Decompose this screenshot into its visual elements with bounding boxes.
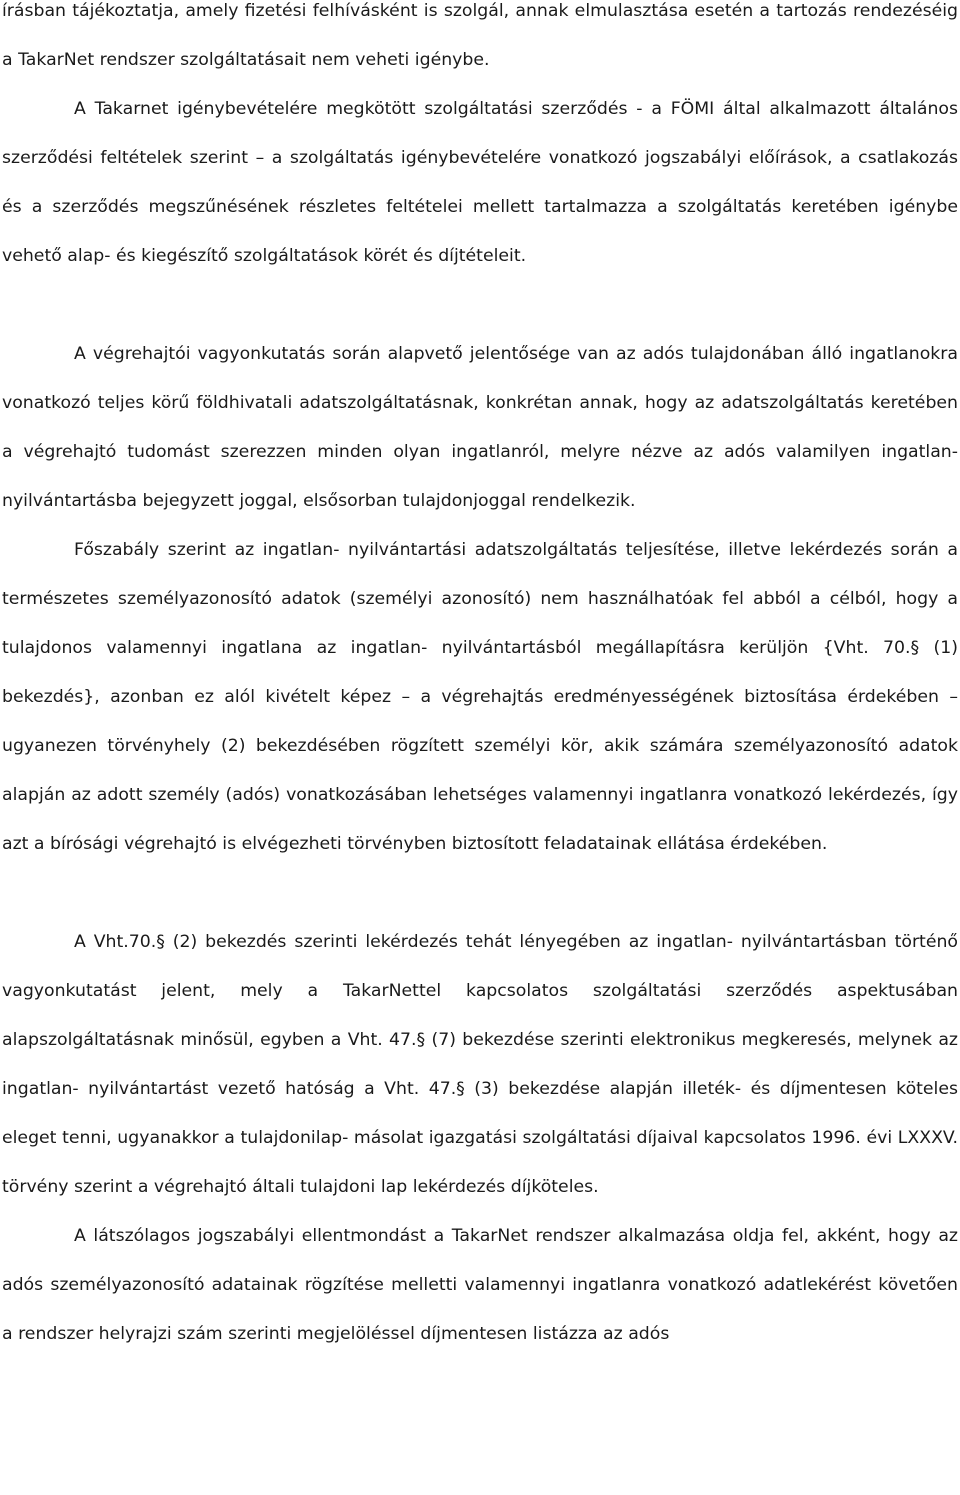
paragraph-takarnet-contract: A Takarnet igénybevételére megkötött szolgáltatási szerződés - a FÖMI által alkalmazott általános szerződési feltételek szerint – a szolgáltatás igénybevételére vonatkozó jogszabályi előírások, a csatlakozás és a szerződés megszűnésének részletes feltételei mellett tartalmazza a szolgáltatás keretében igénybe vehető alap- és kiegészítő szolgáltatások körét és díjtételeit. bbox=[2, 99, 958, 266]
paragraph-payment-notice: írásban tájékoztatja, amely fizetési felhívásként is szolgál, annak elmulasztása esetén a tartozás rendezéséig a TakarNet rendszer szolgáltatásait nem veheti igénybe. bbox=[2, 1, 958, 70]
paragraph-asset-search: A végrehajtói vagyonkutatás során alapvető jelentősége van az adós tulajdonában álló ingatlanokra vonatkozó teljes körű földhivatali adatszolgáltatásnak, konkrétan annak, hogy az adatszolgáltatás keretében a végrehajtó tudomást szerezzen minden olyan ingatlanról, melyre nézve az adós valamilyen ingatlan- nyilvántartásba bejegyzett joggal, elsősorban tulajdonjoggal rendelkezik. bbox=[2, 344, 958, 511]
paragraph-vht-query: A Vht.70.§ (2) bekezdés szerinti lekérdezés tehát lényegében az ingatlan- nyilvántartásban történő vagyonkutatást jelent, mely a TakarNettel kapcsolatos szolgáltatási szerződés aspektusában alapszolgáltatásnak minősül, egyben a Vht. 47.§ (7) bekezdése szerinti elektronikus megkeresés, melynek az ingatlan- nyilvántartást vezető hatóság a Vht. 47.§ (3) bekezdése alapján illeték- és díjmentesen köteles eleget tenni, ugyanakkor a tulajdonilap- másolat igazgatási szolgáltatási díjaival kapcsolatos 1996. évi LXXXV. törvény szerint a végrehajtó általi tulajdoni lap lekérdezés díjköteles. bbox=[2, 932, 958, 1197]
paragraph-apparent-contradiction: A látszólagos jogszabályi ellentmondást a TakarNet rendszer alkalmazása oldja fel, akként, hogy az adós személyazonosító adatainak rögzítése melletti valamennyi ingatlanra vonatkozó adatlekérést követően a rendszer helyrajzi szám szerinti megjelöléssel díjmentesen listázza az adós bbox=[2, 1226, 958, 1344]
paragraph-main-rule: Főszabály szerint az ingatlan- nyilvántartási adatszolgáltatás teljesítése, illetve lekérdezés során a természetes személyazonosító adatok (személyi azonosító) nem használhatóak fel abból a célból, hogy a tulajdonos valamennyi ingatlana az ingatlan- nyilvántartásból megállapításra kerüljön {Vht. 70.§ (1) bekezdés}, azonban ez alól kivételt képez – a végrehajtás eredményességének biztosítása érdekében – ugyanezen törvényhely (2) bekezdésében rögzített személyi kör, akik számára személyazonosító adatok alapján az adott személy (adós) vonatkozásában lehetséges valamennyi ingatlanra vonatkozó lekérdezés, így azt a bírósági végrehajtó is elvégezheti törvényben biztosított feladatainak ellátása érdekében. bbox=[2, 540, 958, 854]
